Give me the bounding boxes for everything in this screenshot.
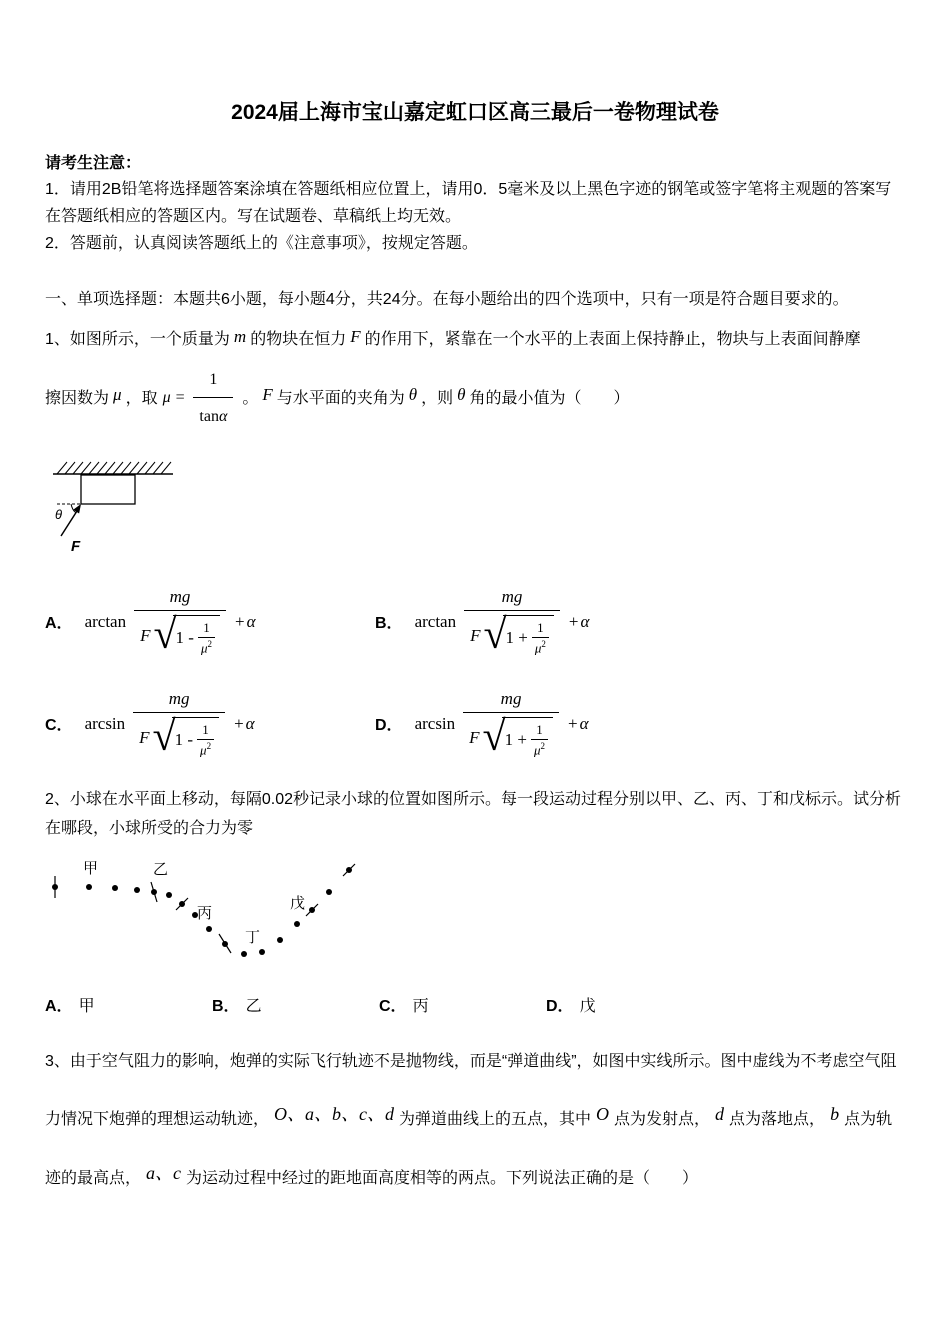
q1-text-line2 [45, 365, 905, 432]
radicand [173, 615, 220, 657]
fraction-numerator: mg [169, 586, 191, 606]
notice-item-2: 2．答题前，认真阅读答题纸上的《注意事项》，按规定答题。 [45, 234, 478, 252]
q2-option-a [45, 993, 212, 1016]
q2-option-d-label: D． [546, 997, 574, 1015]
plus-sign: + [567, 713, 578, 733]
alpha-variable: α [579, 713, 589, 733]
q1-seg9: 角的最小值为（ ） [469, 389, 630, 407]
q1-option-a-formula [85, 587, 256, 657]
radicand-sign: 1 + [505, 628, 528, 648]
alpha-variable: α [218, 408, 228, 426]
mu-fraction-denominator [193, 397, 233, 432]
den-variable: F [470, 625, 481, 645]
radicand-sign: 1 - [175, 628, 194, 648]
segment-label-wu: 戊 [290, 894, 306, 912]
page-title: 2024届上海市宝山嘉定虹口区高三最后一卷物理试卷 [231, 101, 719, 124]
formula-function: arctan [84, 611, 127, 631]
formula-fraction [464, 587, 560, 657]
fraction-denominator [464, 610, 560, 657]
q2-option-a-label: A． [45, 997, 73, 1015]
inner-den-exponent: 2 [541, 638, 546, 649]
q2-figure [47, 852, 369, 974]
force-label: F [71, 537, 81, 554]
section1-header: 一、单项选择题：本题共6小题，每小题4分，共24分。在每小题给出的四个选项中，只有一项是符合题目要求的。 [45, 290, 849, 308]
q1-option-b [375, 587, 905, 657]
ceiling-hatching [57, 462, 171, 474]
q2-option-c [379, 993, 546, 1016]
var-mu: μ [113, 385, 122, 405]
radical-sign: √ [153, 611, 177, 658]
segment-label-yi: 乙 [153, 860, 169, 878]
fraction-denominator [463, 712, 559, 759]
inner-denominator [198, 637, 215, 656]
inner-denominator [531, 739, 548, 758]
inner-den-variable: μ [534, 639, 542, 655]
fraction-denominator [134, 610, 226, 657]
q1-option-c-label: C． [45, 717, 73, 735]
inner-den-exponent: 2 [540, 740, 545, 751]
q2-options [45, 993, 905, 1016]
formula-fraction [463, 689, 559, 759]
mu-fraction [193, 365, 233, 432]
q3-text [45, 1036, 905, 1208]
plus-sign: + [568, 611, 579, 631]
radicand-sign: 1 - [174, 730, 194, 750]
q1-option-d [375, 689, 905, 759]
q1-option-a [45, 587, 375, 657]
q2-option-b-label: B． [212, 997, 240, 1015]
points-Oabcd: O、a、b、c、d [274, 1103, 395, 1124]
radicand [503, 615, 554, 657]
q3-seg6: 为运动过程中经过的距地面高度相等的两点。下列说法正确的是（ ） [186, 1170, 699, 1188]
den-variable: F [139, 727, 150, 747]
radical-sign: √ [482, 713, 506, 760]
fraction-denominator [133, 712, 225, 759]
tan-function: tan [199, 408, 219, 426]
q2-option-c-text: 丙 [412, 997, 429, 1015]
den-variable: F [469, 727, 480, 747]
inner-den-variable: μ [200, 639, 208, 655]
q1-seg3: 的作用下，紧靠在一个水平的上表面上保持静止，物块与上表面间静摩 [364, 331, 861, 348]
inner-fraction [198, 621, 215, 656]
var-theta2: θ [457, 385, 466, 405]
block [81, 475, 135, 504]
q2-option-d-text: 戊 [579, 997, 596, 1015]
radical [152, 713, 220, 760]
q1-seg1: 1、如图所示，一个质量为 [45, 331, 230, 348]
theta-arc [71, 504, 76, 513]
q3-seg4: 点为落地点， [729, 1110, 826, 1128]
inner-numerator: 1 [537, 619, 544, 635]
mu-equals: μ = [162, 389, 186, 407]
inner-den-variable: μ [200, 741, 207, 757]
alpha-variable: α [580, 611, 590, 631]
q1-text-line1 [45, 323, 905, 355]
radicand [172, 717, 219, 759]
alpha-variable: α [245, 713, 255, 733]
fraction-numerator: mg [500, 688, 522, 708]
inner-fraction [197, 723, 214, 758]
inner-fraction [531, 723, 548, 758]
formula-function: arcsin [84, 713, 126, 733]
q2-option-d [546, 993, 713, 1016]
q1-mu-formula [163, 365, 238, 432]
plus-sign: + [234, 713, 244, 733]
q1-seg8: ，则 [421, 389, 454, 407]
den-variable: F [140, 625, 151, 645]
radical-sign: √ [483, 611, 507, 658]
fraction-numerator: mg [501, 586, 523, 606]
radical-sign: √ [152, 713, 176, 760]
q2-figure-wrap [47, 852, 905, 979]
q1-seg5: ，取 [125, 389, 158, 407]
formula-fraction [133, 689, 225, 759]
q2-option-a-text: 甲 [78, 997, 95, 1015]
inner-fraction [532, 621, 549, 656]
segment-label-jia: 甲 [83, 859, 99, 877]
q2-text: 2、小球在水平面上移动，每隔0.02秒记录小球的位置如图所示。每一段运动过程分别以甲、乙、丙、丁和戊标示。试分析在哪段，小球所受的合力为零 [45, 790, 902, 838]
inner-numerator: 1 [202, 721, 209, 737]
q1-seg7: 与水平面的夹角为 [276, 389, 405, 407]
radical [153, 611, 220, 658]
force-arrow-shaft [61, 511, 77, 536]
points-ac: a、c [146, 1163, 182, 1184]
q1-seg4: 擦因数为 [45, 389, 110, 407]
inner-den-exponent: 2 [207, 638, 212, 649]
q2-option-b-text: 乙 [245, 997, 262, 1015]
fraction-numerator: mg [168, 688, 190, 708]
formula-function: arctan [414, 611, 457, 631]
formula-function: arcsin [414, 713, 456, 733]
segment-labels [83, 860, 305, 946]
q3-seg1: 3、由于空气阻力的影响，炮弹的实际飞行轨迹不是抛物线，而是“弹道曲线”，如图中实线所示。图中虚线为不考虑空气阻力情况下炮弹的理想运动轨迹， [45, 1052, 897, 1128]
notice-header: 请考生注意： [45, 155, 142, 172]
notice-item-1: 1．请用2B铅笔将选择题答案涂填在答题纸相应位置上，请用0．5毫米及以上黑色字迹的钢笔或签字笔将主观题的答案写在答题纸相应的答题区内。写在试题卷、草稿纸上均无效。 [45, 181, 892, 226]
radicand [502, 717, 553, 759]
q1-seg6: 。 [242, 389, 259, 407]
q1-option-d-label: D． [375, 717, 403, 735]
q1-option-b-formula [415, 587, 590, 657]
q1-seg2: 的物块在恒力 [250, 331, 347, 348]
radical [483, 611, 553, 658]
radical [482, 713, 553, 760]
inner-numerator: 1 [536, 721, 543, 737]
point-b: b [830, 1103, 840, 1124]
q1-option-a-label: A． [45, 615, 73, 633]
q2-option-c-label: C． [379, 997, 407, 1015]
q1-option-c [45, 689, 375, 759]
q1-figure [53, 458, 175, 554]
var-m: m [233, 327, 247, 346]
inner-denominator [532, 637, 549, 656]
inner-numerator: 1 [203, 619, 210, 635]
q1-option-b-label: B． [375, 615, 403, 633]
point-O: O [596, 1103, 610, 1124]
var-F: F [350, 327, 361, 346]
q1-figure-wrap [53, 458, 905, 559]
q1-options [45, 587, 905, 759]
formula-fraction [134, 587, 226, 657]
var-F2: F [262, 385, 273, 405]
radicand-sign: 1 + [504, 730, 527, 750]
inner-denominator [197, 739, 214, 758]
inner-den-exponent: 2 [206, 740, 212, 751]
q1-option-c-formula [85, 689, 255, 759]
mu-fraction-numerator: 1 [209, 370, 218, 388]
q2-option-b [212, 993, 379, 1016]
segment-label-ding: 丁 [245, 928, 261, 946]
q3-seg5: 点为轨迹的最高点， [45, 1110, 893, 1188]
q3-seg3: 点为发射点， [614, 1110, 711, 1128]
plus-sign: + [235, 611, 245, 631]
q1-option-d-formula [415, 689, 589, 759]
q3-seg2: 为弹道曲线上的五点，其中 [399, 1110, 592, 1128]
segment-label-bing: 丙 [197, 904, 213, 922]
theta-label: θ [55, 506, 63, 522]
var-theta: θ [408, 385, 418, 405]
point-d: d [715, 1103, 725, 1124]
alpha-variable: α [246, 611, 256, 631]
inner-den-variable: μ [533, 741, 541, 757]
